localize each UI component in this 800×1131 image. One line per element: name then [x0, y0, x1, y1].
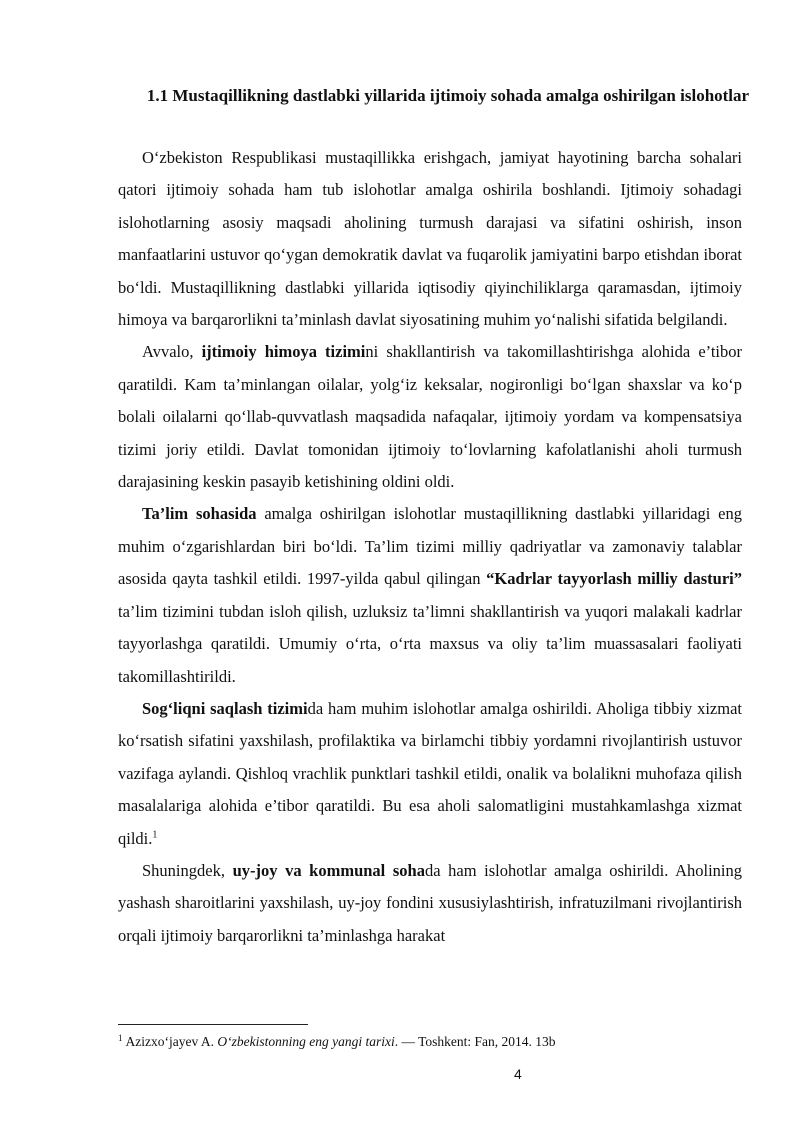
paragraph-emphasis: ijtimoiy himoya tizimi [201, 342, 366, 362]
paragraph-text: amalga oshirilgan islohotlar mustaqillikning dastlabki yillaridagi eng muhim o‘zgarishlardan biri bo‘ldi. Ta’lim tizimi milliy qadriyatlar va zamonaviy talablar asosida qayta tashkil etildi. 1997-yilda qabul qilingan [118, 504, 742, 589]
paragraph-education [118, 498, 742, 692]
section-title: 1.1 Mustaqillikning dastlabki yillarida ijtimoiy sohada amalga oshirilgan islohotlar [146, 86, 750, 105]
footnote-reference[interactable]: 1 [152, 829, 158, 841]
paragraph-housing [118, 855, 742, 952]
paragraph-healthcare [118, 693, 742, 855]
paragraph-text: O‘zbekiston Respublikasi mustaqillikka erishgach, jamiyat hayotining barcha sohalari qatori ijtimoiy sohada ham tub islohotlar amalga oshirila boshlandi. Ijtimoiy sohadagi islohotlarning asosiy maqsadi aholining turmush darajasi va sifatini oshirish, inson manfaatlarini ustuvor qo‘ygan demokratik davlat va fuqarolik jamiyatini barpo etishdan iborat bo‘ldi. Mustaqillikning dastlabki yillarida iqtisodiy qiyinchiliklarga qaramasdan, ijtimoiy himoya va barqarorlikni ta’minlash davlat siyosatining muhim yo‘nalishi sifatida belgilandi. [118, 148, 742, 330]
footnote [118, 1032, 742, 1052]
footnote-author: Azizxo‘jayev A. [125, 1034, 218, 1049]
paragraph-intro [118, 142, 742, 336]
footnote-publication: . — Toshkent: Fan, 2014. 13b [394, 1034, 556, 1049]
document-body [118, 142, 742, 952]
paragraph-emphasis-program: “Kadrlar tayyorlash milliy dasturi” [486, 569, 743, 589]
paragraph-text: da ham muhim islohotlar amalga oshirildi. Aholiga tibbiy xizmat ko‘rsatish sifatini yaxshilash, profilaktika va birlamchi tibbiy yordamni rivojlantirish ustuvor vazifaga aylandi. Qishloq vrachlik punktlari tashkil etildi, onalik va bolalikni muhofaza qilish masalalariga alohida e’tibor qaratildi. Bu esa aholi salomatligini mustahkamlashga xizmat qildi. [118, 698, 742, 848]
paragraph-emphasis: Sog‘liqni saqlash tizimi [142, 698, 308, 718]
page-number: 4 [514, 1066, 522, 1082]
paragraph-lead: Avvalo, [142, 342, 202, 362]
paragraph-text: ni shakllantirish va takomillashtirishga alohida e’tibor qaratildi. Kam ta’minlangan oilalar, yolg‘iz keksalar, nogironligi bo‘lgan shaxslar va ko‘p bolali oilalarni qo‘llab-quvvatlash maqsadida nafaqalar, ijtimoiy yordam va kompensatsiya tizimi joriy etildi. Davlat tomonidan ijtimoiy to‘lovlarning kafolatlanishi aholi turmush darajasining keskin pasayib ketishining oldini oldi. [118, 342, 742, 492]
paragraph-emphasis: Ta’lim sohasida [142, 504, 257, 524]
paragraph-lead: Shuningdek, [142, 860, 233, 880]
paragraph-emphasis: uy-joy va kommunal soha [232, 860, 425, 880]
footnote-work-title: O‘zbekistonning eng yangi tarixi [217, 1034, 395, 1049]
footnote-divider [118, 1024, 308, 1025]
paragraph-text: da ham islohotlar amalga oshirildi. Aholining yashash sharoitlarini yaxshilash, uy-joy fondini xususiylashtirish, infratuzilmani rivojlantirish orqali ijtimoiy barqarorlikni ta’minlashga harakat [118, 860, 742, 945]
paragraph-text: ta’lim tizimini tubdan isloh qilish, uzluksiz ta’limni shakllantirish va yuqori malakali kadrlar tayyorlashga qaratildi. Umumiy o‘rta, o‘rta maxsus va oliy ta’lim muassasalari faoliyati takomillashtirildi. [118, 601, 742, 686]
paragraph-social-protection [118, 336, 742, 498]
footnote-number: 1 [118, 1032, 123, 1043]
